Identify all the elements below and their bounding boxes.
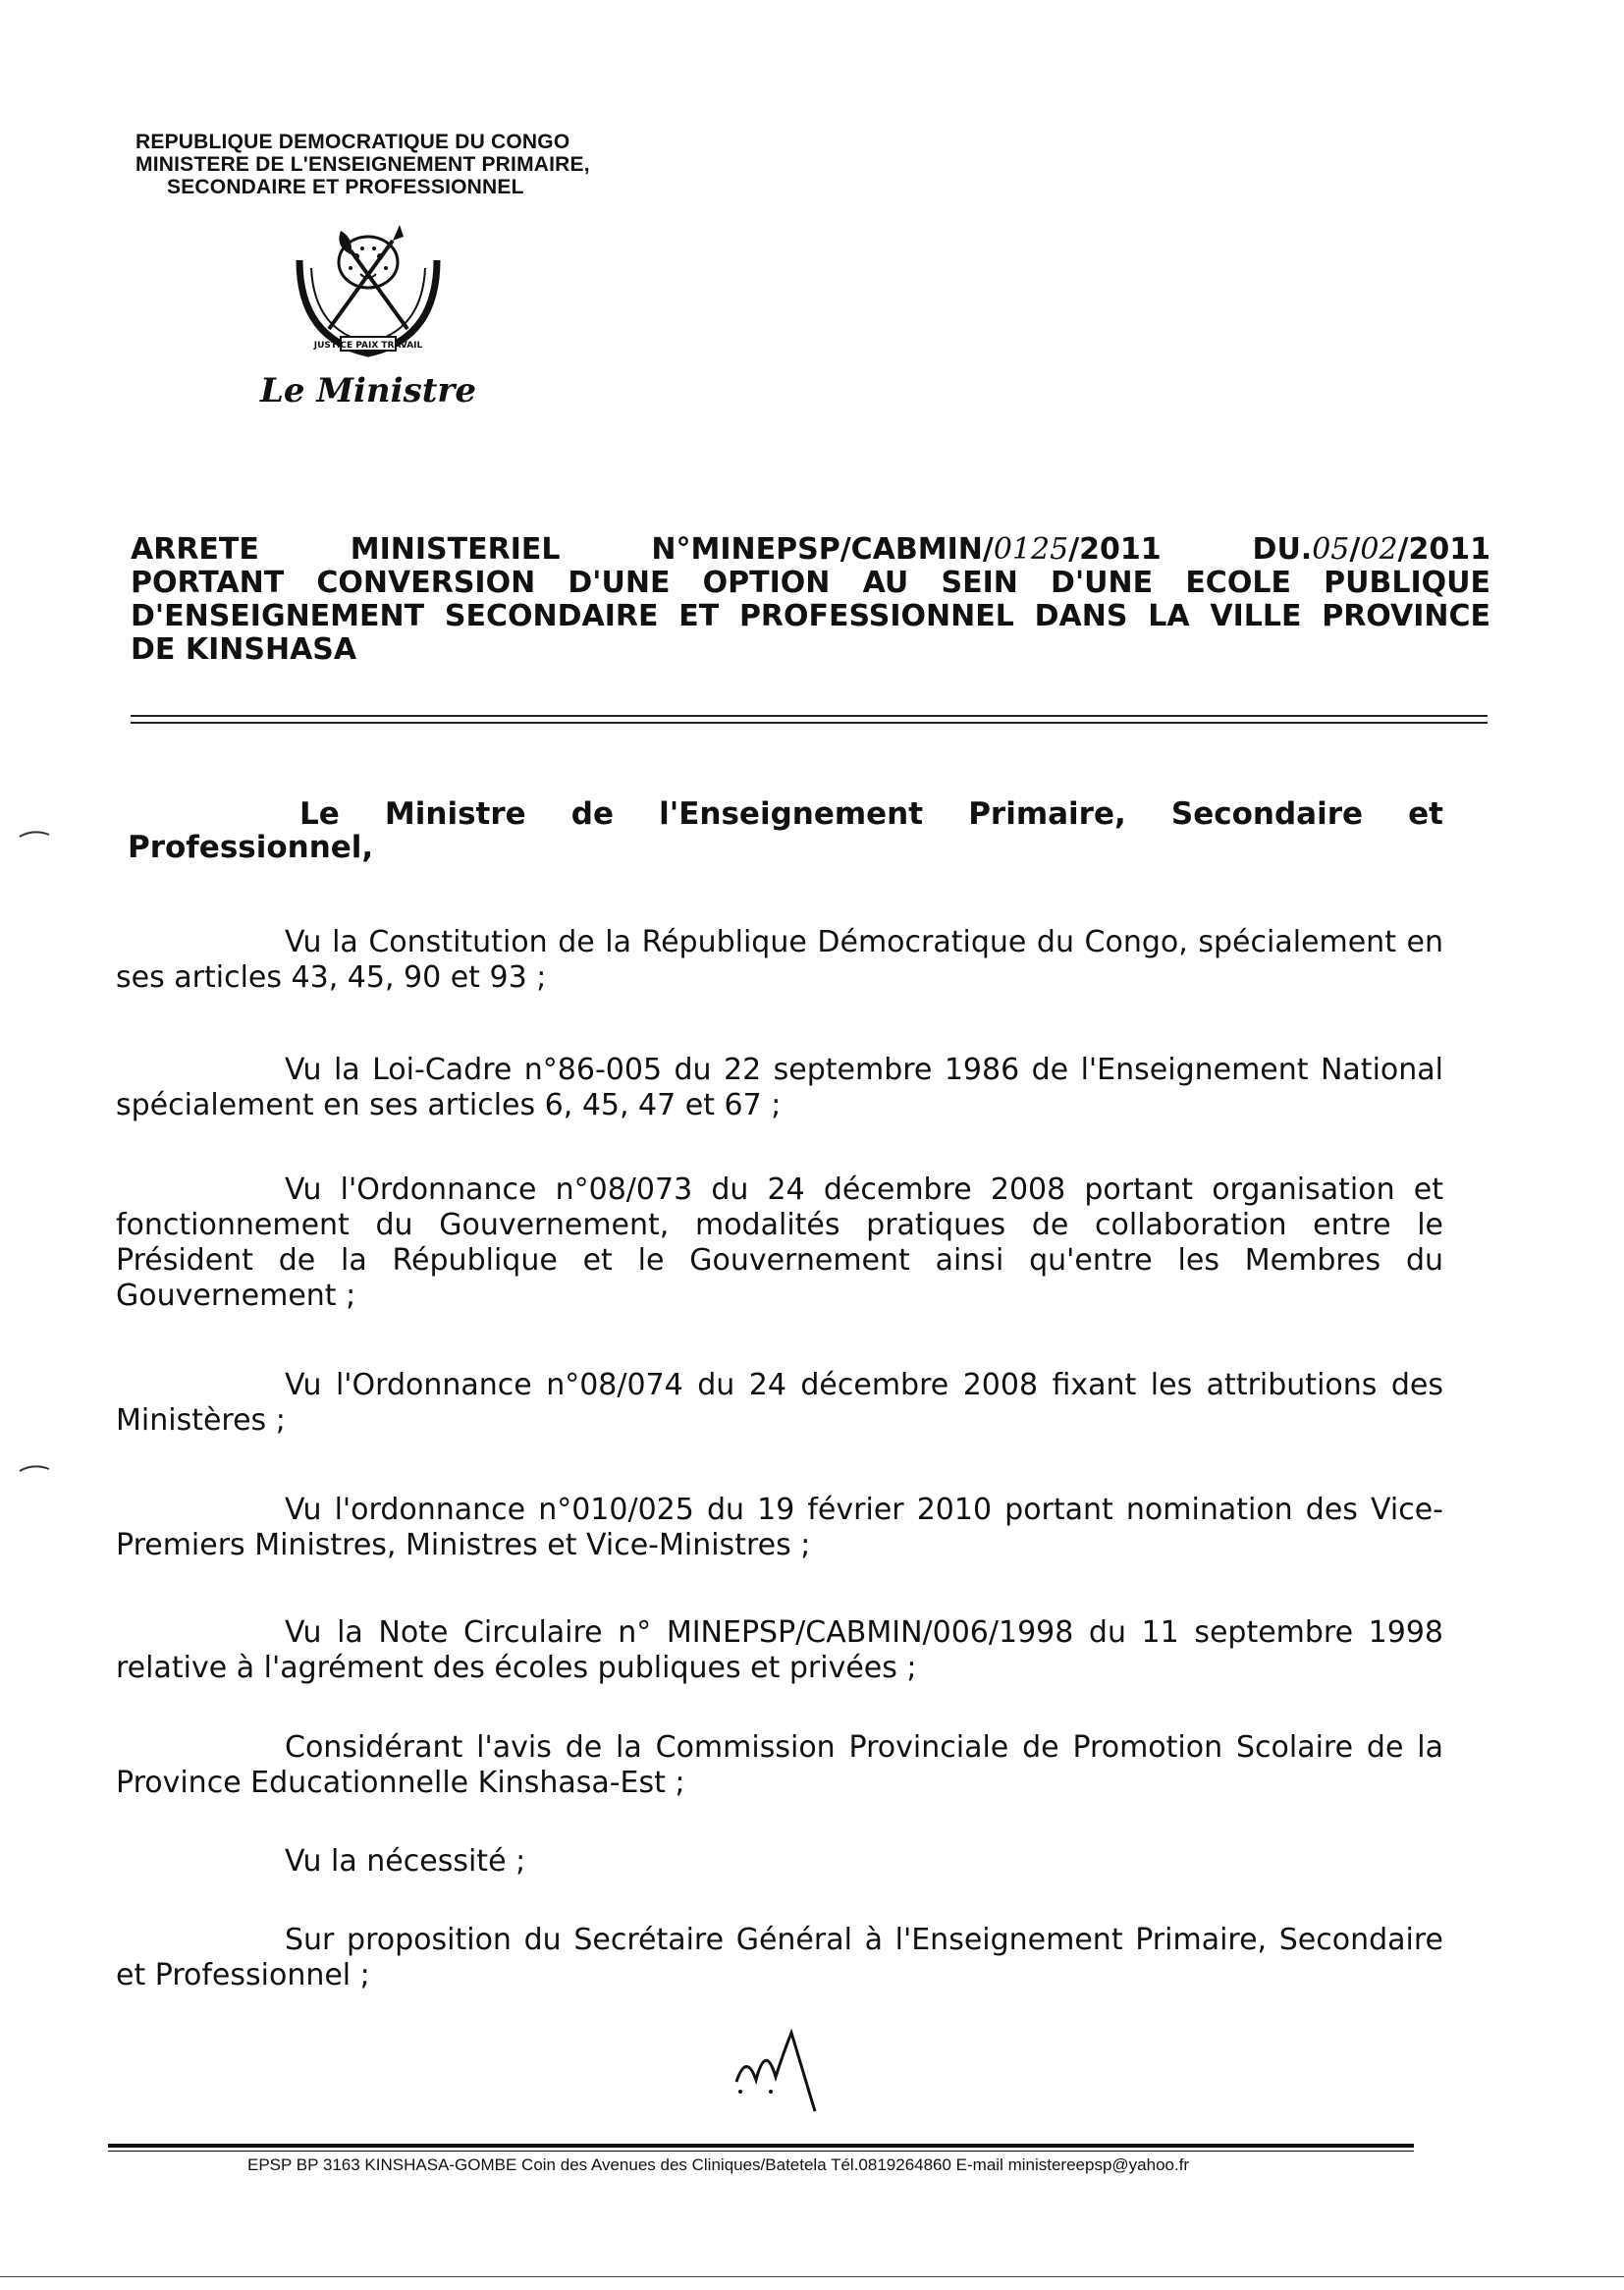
intro-line-2: Professionnel, bbox=[128, 830, 374, 865]
margin-mark-icon bbox=[18, 827, 51, 841]
paragraph-9: Sur proposition du Secrétaire Général à l'Enseignement Primaire, Secondaire et Professionnel ; bbox=[116, 1923, 1443, 1992]
initials-paraph-icon bbox=[727, 2023, 854, 2121]
handwritten-month: 02 bbox=[1360, 532, 1398, 567]
intro-line-1: Le Ministre de l'Enseignement Primaire, Secondaire et bbox=[299, 796, 1443, 832]
page-bottom-edge bbox=[0, 2276, 1624, 2277]
paragraph-8: Vu la nécessité ; bbox=[285, 1844, 526, 1879]
signature-title: Le Ministre bbox=[260, 371, 476, 410]
letterhead bbox=[135, 131, 725, 198]
header-ministry: MINISTERE DE L'ENSEIGNEMENT PRIMAIRE, bbox=[135, 153, 590, 176]
title-line-4: DE KINSHASA bbox=[131, 632, 357, 667]
paragraph-6: Vu la Note Circulaire n° MINEPSP/CABMIN/006/1998 du 11 septembre 1998 relative à l'agrément des écoles publiques et privées ; bbox=[116, 1615, 1443, 1685]
footer-rule-thick bbox=[108, 2144, 1414, 2148]
title-line-2: PORTANT CONVERSION D'UNE OPTION AU SEIN D'UNE ECOLE PUBLIQUE bbox=[131, 566, 1490, 600]
title-date-prefix: /2011 DU. bbox=[1068, 532, 1313, 567]
footer-rule-thin bbox=[108, 2151, 1414, 2152]
paragraph-4: Vu l'Ordonnance n°08/074 du 24 décembre 2008 fixant les attributions des Ministères ; bbox=[116, 1368, 1443, 1438]
header-ministry-cont: SECONDAIRE ET PROFESSIONNEL bbox=[167, 176, 524, 198]
margin-mark-icon bbox=[18, 1461, 51, 1475]
paragraph-7: Considérant l'avis de la Commission Provinciale de Promotion Scolaire de la Province Educationnelle Kinshasa-Est ; bbox=[116, 1730, 1443, 1800]
title-line-3: D'ENSEIGNEMENT SECONDAIRE ET PROFESSIONNEL DANS LA VILLE PROVINCE bbox=[131, 599, 1490, 633]
date-separator: / bbox=[1349, 532, 1361, 567]
header-republic: REPUBLIQUE DEMOCRATIQUE DU CONGO bbox=[135, 131, 570, 153]
title-line-1 bbox=[131, 533, 1490, 567]
handwritten-day: 05 bbox=[1312, 532, 1350, 567]
title-year: /2011 bbox=[1397, 532, 1490, 567]
paragraph-3: Vu l'Ordonnance n°08/073 du 24 décembre 2008 portant organisation et fonctionnement du Gouvernement, modalités pratiques de collaboration entre le Président de la République et le Gouvernement ainsi qu'entre les Membres du Gouvernement ; bbox=[116, 1172, 1443, 1313]
handwritten-number: 0125 bbox=[993, 532, 1069, 567]
decree-title bbox=[131, 533, 1490, 667]
intro-block bbox=[128, 797, 1443, 864]
footer-address: EPSP BP 3163 KINSHASA-GOMBE Coin des Avenues des Cliniques/Batetela Tél.0819264860 E-mail ministereepsp@yahoo.fr bbox=[247, 2155, 1190, 2174]
title-divider-top bbox=[131, 715, 1488, 717]
title-ref: ARRETE MINISTERIEL N°MINEPSP/CABMIN/ bbox=[131, 532, 994, 567]
emblem-motto: JUSTICE PAIX TRAVAIL bbox=[313, 341, 423, 351]
paragraph-2: Vu la Loi-Cadre n°86-005 du 22 septembre 1986 de l'Enseignement National spécialement en ses articles 6, 45, 47 et 67 ; bbox=[116, 1053, 1443, 1122]
paragraph-1: Vu la Constitution de la République Démocratique du Congo, spécialement en ses articles 43, 45, 90 et 93 ; bbox=[116, 925, 1443, 995]
paragraph-5: Vu l'ordonnance n°010/025 du 19 février 2010 portant nomination des Vice-Premiers Ministres, Ministres et Vice-Ministres ; bbox=[116, 1493, 1443, 1562]
title-divider-bottom bbox=[131, 722, 1488, 724]
coat-of-arms-leopard-icon bbox=[270, 221, 466, 368]
